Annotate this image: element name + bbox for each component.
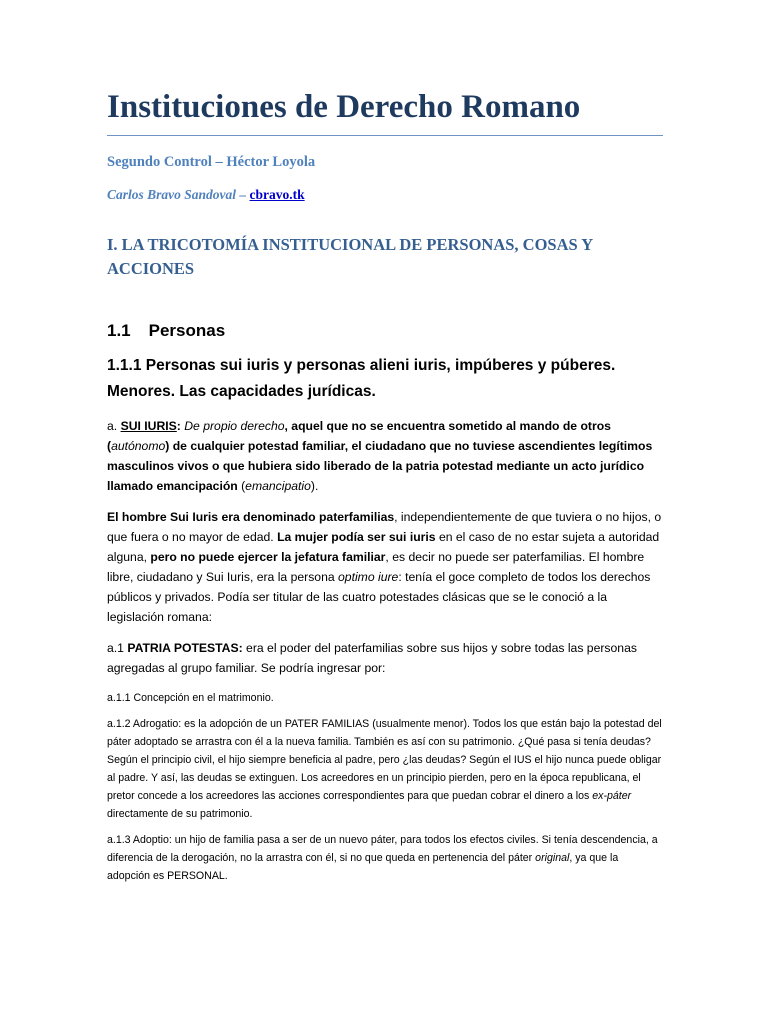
subsection-number: 1.1: [107, 321, 131, 340]
p1-term: SUI IURIS: [120, 419, 177, 433]
p1-text-3: (: [237, 479, 246, 493]
paragraph-adrogatio: [107, 715, 663, 823]
p6-text: a.1.3 Adoptio: un hijo de familia pasa a ser de un nuevo páter, para todos los efectos civiles. Si tenía descendencia, a diferencia de la derogación, no la arrastra con él, si no que queda en pertenencia del páter: [107, 834, 658, 864]
p2-text-6: , es decir no puede ser paterfamilias. El hombre libre, ciudadano y Sui Iuris, era la persona: [107, 550, 645, 584]
p5-italic-1: ex-páter: [592, 790, 632, 802]
subsubsection-heading: 1.1.1 Personas sui iuris y personas alieni iuris, impúberes y púberes. Menores. Las capacidades jurídicas.: [107, 357, 616, 400]
author-name: Carlos Bravo Sandoval: [107, 187, 237, 202]
paragraph-patria-potestas: [107, 638, 663, 678]
p1-italic-1: De propio derecho: [184, 419, 285, 433]
subsection-title: Personas: [148, 321, 226, 340]
p3-term: PATRIA POTESTAS:: [127, 641, 243, 655]
p2-text-4: en el caso de no estar sujeta a autoridad alguna,: [107, 530, 660, 564]
p5-text-2: directamente de su patrimonio.: [107, 808, 253, 820]
paragraph-paterfamilias: [107, 507, 663, 627]
p1-lead: a.: [107, 419, 121, 433]
p1-italic-2: autónomo: [111, 439, 166, 453]
p1-text-2: ) de cualquier potestad familiar, el ciudadano que no tuviese ascendientes legítimos masculinos vivos o que hubiera sido liberado de la patria potestad mediante un acto jurídico llamado emancipación: [107, 439, 653, 493]
p2-text-1: El hombre Sui Iuris era denominado paterfamilias: [107, 510, 395, 524]
p3-text-1: era el poder del paterfamilias sobre sus hijos y sobre todas las personas agregadas al grupo familiar. Se podría ingresar por:: [107, 641, 637, 675]
p2-text-7: : tenía el goce completo de todos los derechos públicos y privados. Podía ser titular de las cuatro potestades clásicas que se le conoció a la legislación romana:: [107, 570, 651, 624]
p5-text: a.1.2 Adrogatio: es la adopción de un PATER FAMILIAS (usualmente menor). Todos los que están bajo la potestad del páter adoptado se arrastra con él a la nueva familia. También es así con su patrimonio. ¿Qué pasa si tenía deudas? Según el principio civil, el hijo siempre beneficia al padre, pero ¿las deudas? Según el IUS el hijo nunca puede obligar al padre. Y así, las deudas se extinguen. Los acreedores en un principio pierden, pero en la época republicana, el pretor concede a los acreedores las acciones correspondientes para que puedan cobrar el dinero a los: [107, 718, 662, 802]
section-heading: I. LA TRICOTOMÍA INSTITUCIONAL DE PERSONAS, COSAS Y ACCIONES: [107, 235, 593, 278]
paragraph-concepcion: a.1.1 Concepción en el matrimonio.: [107, 692, 274, 704]
p1-text-1: , aquel que no se encuentra sometido al mando de otros (: [107, 419, 611, 453]
p2-text-3: La mujer podía ser sui iuris: [277, 530, 436, 544]
author-separator: –: [236, 187, 250, 202]
document-body: [107, 86, 663, 885]
document-subtitle: Segundo Control – Héctor Loyola: [107, 154, 316, 170]
p1-colon: :: [176, 419, 185, 433]
p3-lead: a.1: [107, 641, 128, 655]
p1-italic-3: emancipatio: [245, 479, 311, 493]
author-website-link[interactable]: cbravo.tk: [249, 187, 305, 202]
p2-text-5: pero no puede ejercer la jefatura familiar: [150, 550, 386, 564]
p1-text-4: ).: [310, 479, 319, 493]
p6-italic-1: original: [535, 852, 570, 864]
p2-italic-1: optimo iure: [338, 570, 399, 584]
paragraph-adoptio: [107, 831, 663, 885]
paragraph-sui-iuris: [107, 416, 663, 496]
p2-text-2: , independientemente de que tuviera o no hijos, o que fuera o no mayor de edad.: [107, 510, 662, 544]
document-title: Instituciones de Derecho Romano: [107, 86, 663, 136]
subsection-heading: [107, 321, 663, 341]
author-line: [107, 187, 663, 203]
p6-text-2: , ya que la adopción es PERSONAL.: [107, 852, 619, 882]
